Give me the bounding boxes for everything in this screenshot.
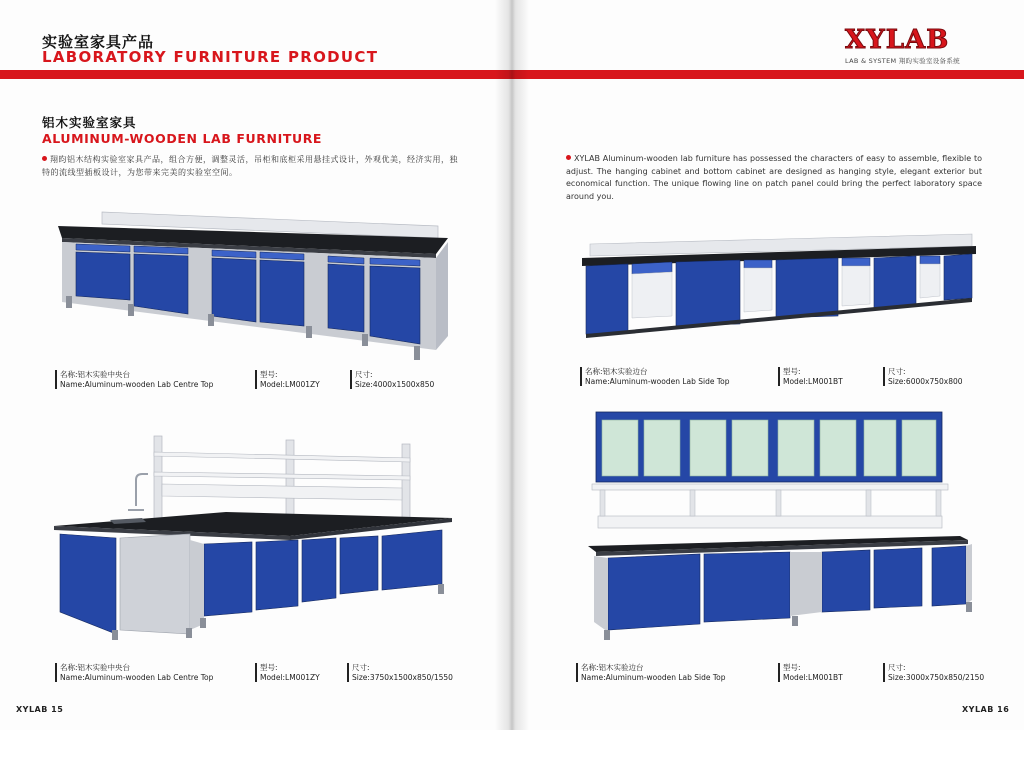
caption-size: Size:6000x750x800 bbox=[888, 376, 963, 386]
page-right bbox=[512, 0, 1024, 730]
caption-name-cn: 名称:铝木实验中央台 bbox=[60, 663, 131, 672]
caption-model-cn: 型号: bbox=[260, 370, 278, 379]
caption-size-cn: 尺寸: bbox=[888, 367, 906, 376]
caption-model: Model:LM001ZY bbox=[260, 672, 320, 682]
bullet-dot bbox=[566, 155, 571, 160]
product-caption-name bbox=[55, 370, 213, 389]
product-image-centre-top bbox=[52, 208, 457, 368]
book-gutter-shadow bbox=[495, 0, 529, 730]
product-image-centre-top-shelves bbox=[50, 434, 455, 644]
product-caption-name bbox=[580, 367, 730, 386]
brand-logo bbox=[845, 27, 985, 65]
caption-size: Size:3000x750x850/2150 bbox=[888, 672, 985, 682]
description-cn-text: 翔昀铝木结构实验室家具产品，组合方便，调整灵活，吊柜和底柜采用悬挂式设计，外观优美，经济实用，独特的流线型插板设计，为您带来完美的实验室空间。 bbox=[42, 155, 458, 177]
section-title-en: ALUMINUM-WOODEN LAB FURNITURE bbox=[42, 131, 323, 146]
caption-name-cn: 名称:铝木实验边台 bbox=[581, 663, 644, 672]
caption-model-cn: 型号: bbox=[783, 367, 801, 376]
caption-name-en: Name:Aluminum-wooden Lab Centre Top bbox=[60, 672, 214, 682]
caption-name-en: Name:Aluminum-wooden Lab Side Top bbox=[585, 376, 730, 386]
caption-name-en: Name:Aluminum-wooden Lab Centre Top bbox=[60, 379, 214, 389]
product-caption-model bbox=[255, 370, 320, 389]
product-caption-size bbox=[347, 663, 453, 682]
product-caption-name bbox=[55, 663, 213, 682]
caption-model-cn: 型号: bbox=[783, 663, 801, 672]
caption-size-cn: 尺寸: bbox=[352, 663, 370, 672]
page-number-left: XYLAB 15 bbox=[16, 705, 64, 714]
description-cn bbox=[42, 154, 462, 179]
logo-subtitle: LAB & SYSTEM 翔昀实验室设备系统 bbox=[845, 57, 960, 65]
caption-model: Model:LM001BT bbox=[783, 672, 843, 682]
description-en-text: XYLAB Aluminum-wooden lab furniture has possessed the characters of easy to assemble, flexible to adjust. The hanging cabinet and bottom cabinet are designed as hanging style, elegant exterior but economical function. The unique flowing line on patch panel could bring the perfect laboratory space around you. bbox=[566, 154, 982, 201]
description-en bbox=[566, 153, 982, 203]
header-title-cn: 实验室家具产品 bbox=[42, 33, 155, 51]
page-number-right: XYLAB 16 bbox=[962, 705, 1010, 714]
caption-model: Model:LM001BT bbox=[783, 376, 843, 386]
product-caption-name bbox=[576, 663, 726, 682]
page-left bbox=[0, 0, 512, 730]
caption-name-cn: 名称:铝木实验中央台 bbox=[60, 370, 131, 379]
caption-name-cn: 名称:铝木实验边台 bbox=[585, 367, 648, 376]
header-red-bar-left bbox=[0, 70, 512, 79]
header-title-en: LABORATORY FURNITURE PRODUCT bbox=[42, 48, 379, 66]
logo-wordmark: XYLAB bbox=[845, 25, 950, 55]
product-caption-size bbox=[883, 663, 984, 682]
product-image-side-top bbox=[580, 232, 980, 342]
section-title-cn: 铝木实验室家具 bbox=[42, 115, 137, 130]
caption-size-cn: 尺寸: bbox=[888, 663, 906, 672]
product-caption-model bbox=[778, 367, 843, 386]
header-red-bar-right bbox=[512, 70, 1024, 79]
product-caption-model bbox=[778, 663, 843, 682]
product-caption-size bbox=[350, 370, 434, 389]
product-caption-size bbox=[883, 367, 963, 386]
caption-model-cn: 型号: bbox=[260, 663, 278, 672]
caption-size: Size:3750x1500x850/1550 bbox=[352, 672, 453, 682]
bullet-dot bbox=[42, 156, 47, 161]
caption-size-cn: 尺寸: bbox=[355, 370, 373, 379]
caption-name-en: Name:Aluminum-wooden Lab Side Top bbox=[581, 672, 726, 682]
product-image-side-top-wall-cabinets bbox=[586, 410, 976, 642]
caption-model: Model:LM001ZY bbox=[260, 379, 320, 389]
caption-size: Size:4000x1500x850 bbox=[355, 379, 435, 389]
product-caption-model bbox=[255, 663, 320, 682]
